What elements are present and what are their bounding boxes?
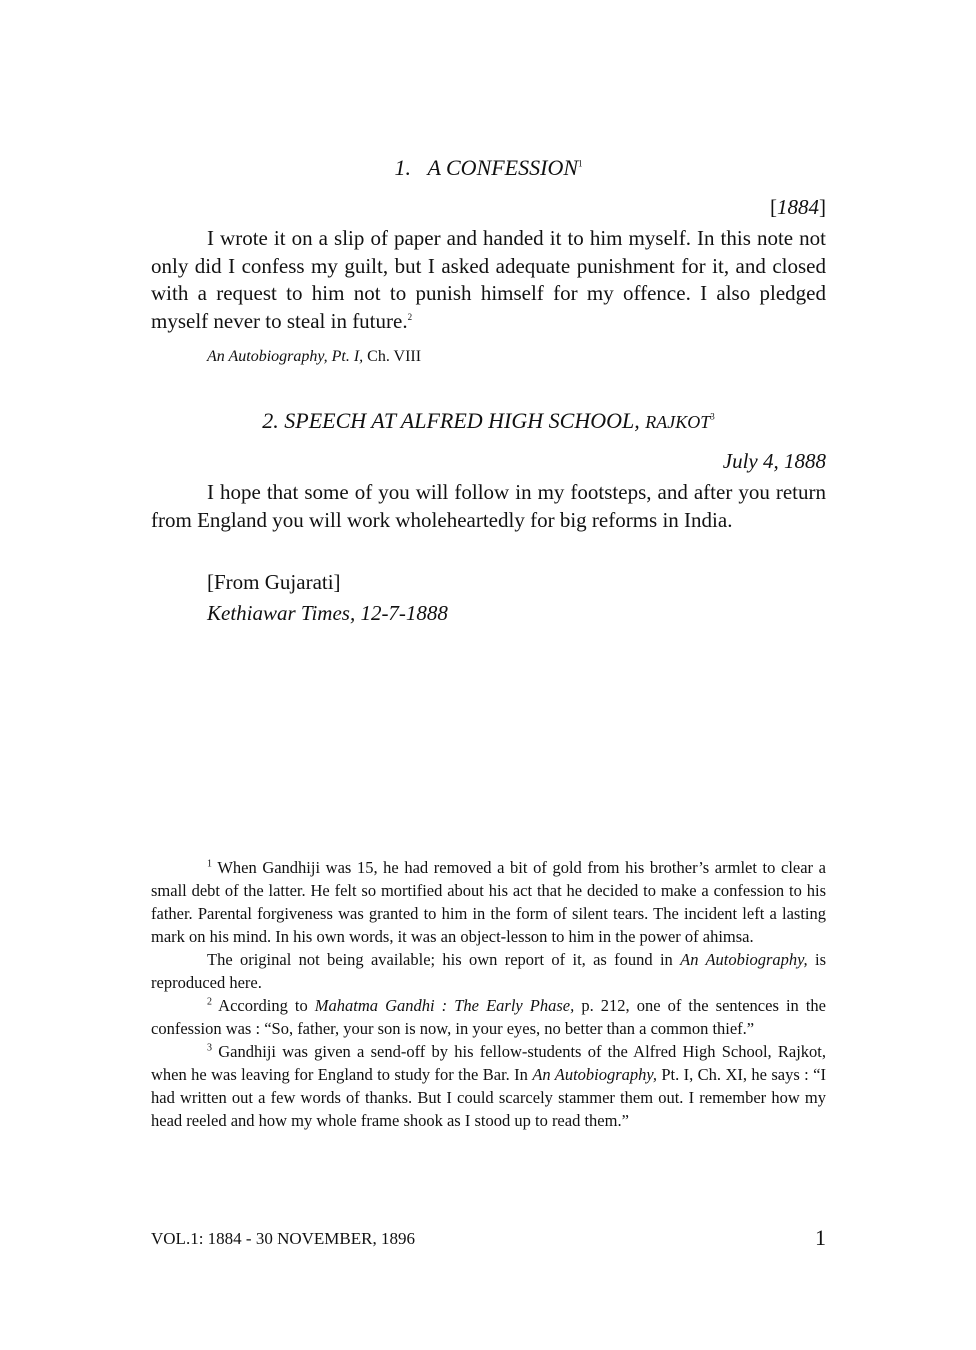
section-2-date: July 4, 1888 [722, 449, 826, 473]
section-1-date: [1884] [770, 195, 826, 219]
footnote-1: $^1$ When Gandhiji was 15, he had removed a bit of gold from his brother’s armlet to clear a small debt of the latter. He felt so mortified about his act that he decided to make a confession to his father. Parental forgiveness was granted to him in the form of silent tears. The incident left a lasting mark on his mind. In his own words, it was an object-lesson to him in the power of ahimsa. [151, 858, 826, 946]
footnote-2: $^2$ According to Mahatma Gandhi : The Early Phase, p. 212, one of the sentences in the confession was : “So, father, your son is now, in your eyes, no better than a common thief.” [151, 996, 827, 1038]
section-1-source: An Autobiography, Pt. I, Ch. VIII [207, 348, 422, 365]
section-1-number: 1. [394, 155, 411, 180]
section-2-title-text: 2. SPEECH AT ALFRED HIGH SCHOOL, [262, 408, 640, 433]
footnote-1-continuation: The original not being available; his own report of it, as found in An Autobiography, is reproduced here. [151, 950, 827, 992]
section-2-source-language: [From Gujarati] [207, 570, 341, 594]
section-2-title-place: RAJKOT [645, 412, 711, 432]
section-1-year: 1884 [777, 195, 819, 219]
footer-volume: VOL.1: 1884 - 30 NOVEMBER, 1896 [151, 1229, 415, 1248]
footnotes [151, 856, 826, 1132]
section-1-title-text: A CONFESSION [427, 155, 579, 180]
page-number: 1 [815, 1225, 826, 1250]
section-2-paragraph: I hope that some of you will follow in my footsteps, and after you return from England you will work wholeheartedly for big reforms in India. [151, 480, 826, 532]
footnote-3: $^3$ Gandhiji was given a send-off by his fellow-students of the Alfred High School, Rajkot, when he was leaving for England to study for the Bar. In An Autobiography, Pt. I, Ch. XI, he says : “I had written out a few words of thanks. But I could scarcely stammer them out. I remember how my head reeled and how my whole frame shook as I stood up to read them.” [151, 1042, 827, 1130]
footnote-ref-2: 2 [407, 311, 413, 322]
footnote-ref-3: 3 [710, 411, 715, 422]
section-2-body [151, 479, 826, 534]
footnote-ref-1: 1 [578, 158, 583, 169]
section-2-source-publication: Kethiawar Times, 12-7-1888 [207, 601, 448, 625]
section-1-paragraph: I wrote it on a slip of paper and handed it to him myself. In this note not only did I confess my guilt, but I asked adequate punishment for it, and closed with a request to him not to punish himself for my offence. I also pledged myself never to steal in future.$^2$ [151, 226, 826, 333]
section-2-title [151, 407, 826, 436]
section-1-body [151, 225, 826, 335]
section-1-title [151, 154, 826, 182]
